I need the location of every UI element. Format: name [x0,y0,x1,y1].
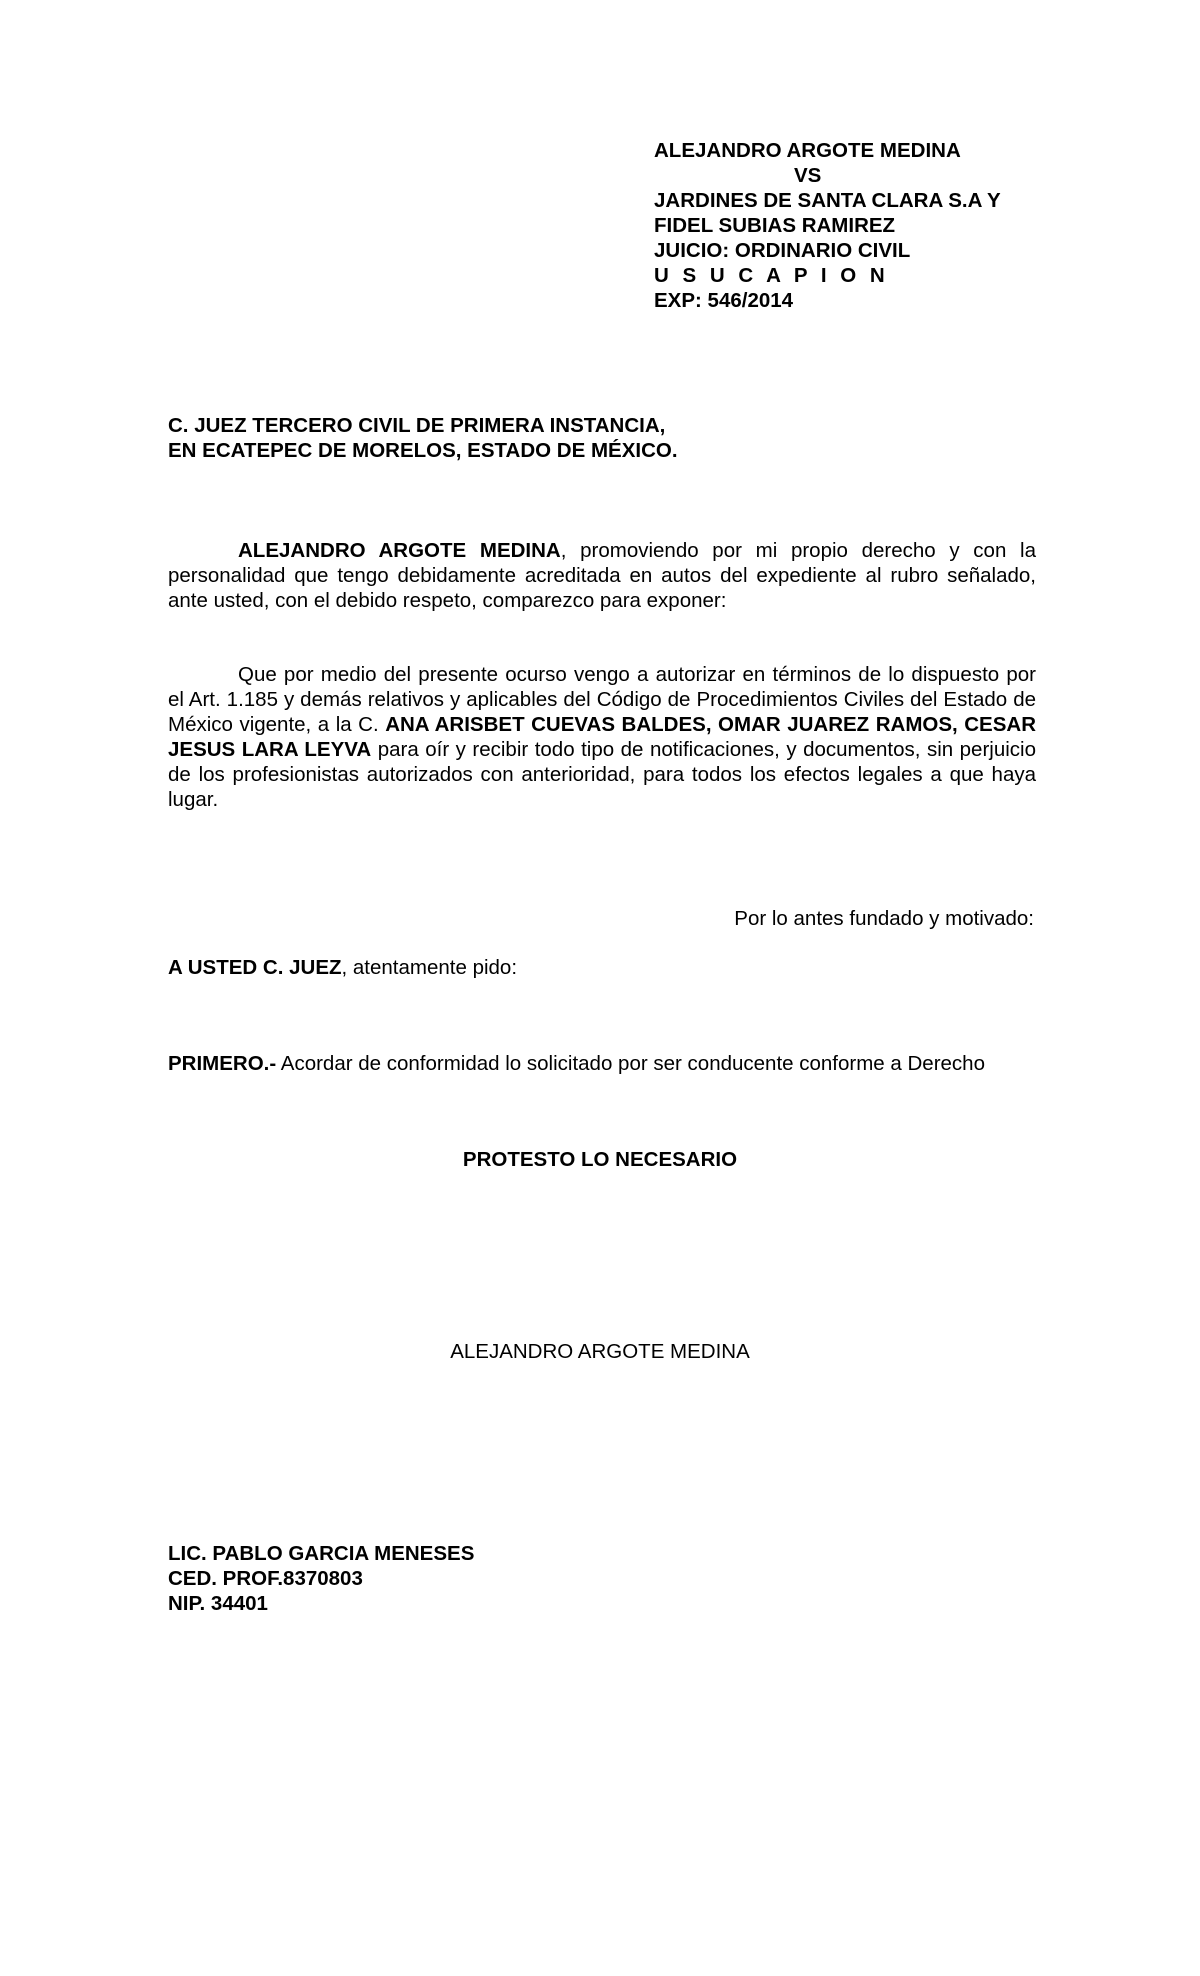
case-header [654,138,1054,313]
defendant-line-2: FIDEL SUBIAS RAMIREZ [654,214,896,237]
signatory-name: ALEJANDRO ARGOTE MEDINA [450,1340,750,1363]
authorization-text-a: Que por medio del presente ocurso vengo a autorizar en términos de lo dispuesto por el Art. 1.185 y demás relativos y aplicables del Código de Procedimientos Civiles del Estado de México vigente, a la C. [168,663,1036,736]
first-point-text: Acordar de conformidad lo solicitado por ser conducente conforme a Derecho [276,1052,985,1075]
addressee-block [168,413,1048,463]
lawyer-license: CED. PROF.8370803 [168,1567,363,1590]
trial-type: JUICIO: ORDINARIO CIVIL [654,239,911,262]
request-text: , atentamente pido: [341,956,518,979]
motivation-line: Por lo antes fundado y motivado: [734,907,1034,930]
authorization-paragraph [168,662,1036,812]
addressee-line-1: C. JUEZ TERCERO CIVIL DE PRIMERA INSTANCIA, [168,414,666,437]
action-type: U S U C A P I O N [654,264,889,287]
plaintiff-name: ALEJANDRO ARGOTE MEDINA [654,139,961,162]
request-bold: A USTED C. JUEZ [168,956,342,979]
addressee-line-2: EN ECATEPEC DE MORELOS, ESTADO DE MÉXICO. [168,439,678,462]
lawyer-name: LIC. PABLO GARCIA MENESES [168,1542,475,1565]
defendant-line-1: JARDINES DE SANTA CLARA S.A Y [654,189,1001,212]
first-point-label: PRIMERO.- [168,1052,277,1075]
lawyer-nip: NIP. 34401 [168,1592,268,1615]
file-number: EXP: 546/2014 [654,289,794,312]
authorization-text-b: para oír y recibir todo tipo de notificaciones, y documentos, sin perjuicio de los profesionistas autorizados con anterioridad, para todos los efectos legales a que haya lugar. [168,738,1036,811]
first-point [168,1051,985,1076]
authorized-names: ANA ARISBET CUEVAS BALDES, OMAR JUAREZ RAMOS, CESAR JESUS LARA LEYVA [168,713,1037,761]
intro-paragraph [168,538,1036,613]
request-line [168,955,517,980]
lawyer-block [168,1541,474,1616]
versus-label: VS [794,164,822,187]
protest-line: PROTESTO LO NECESARIO [462,1148,738,1171]
intro-text: , promoviendo por mi propio derecho y con la personalidad que tengo debidamente acreditada en autos del expediente al rubro señalado, ante usted, con el debido respeto, comparezco para exponer: [168,539,1036,612]
promoter-name: ALEJANDRO ARGOTE MEDINA [238,539,561,562]
